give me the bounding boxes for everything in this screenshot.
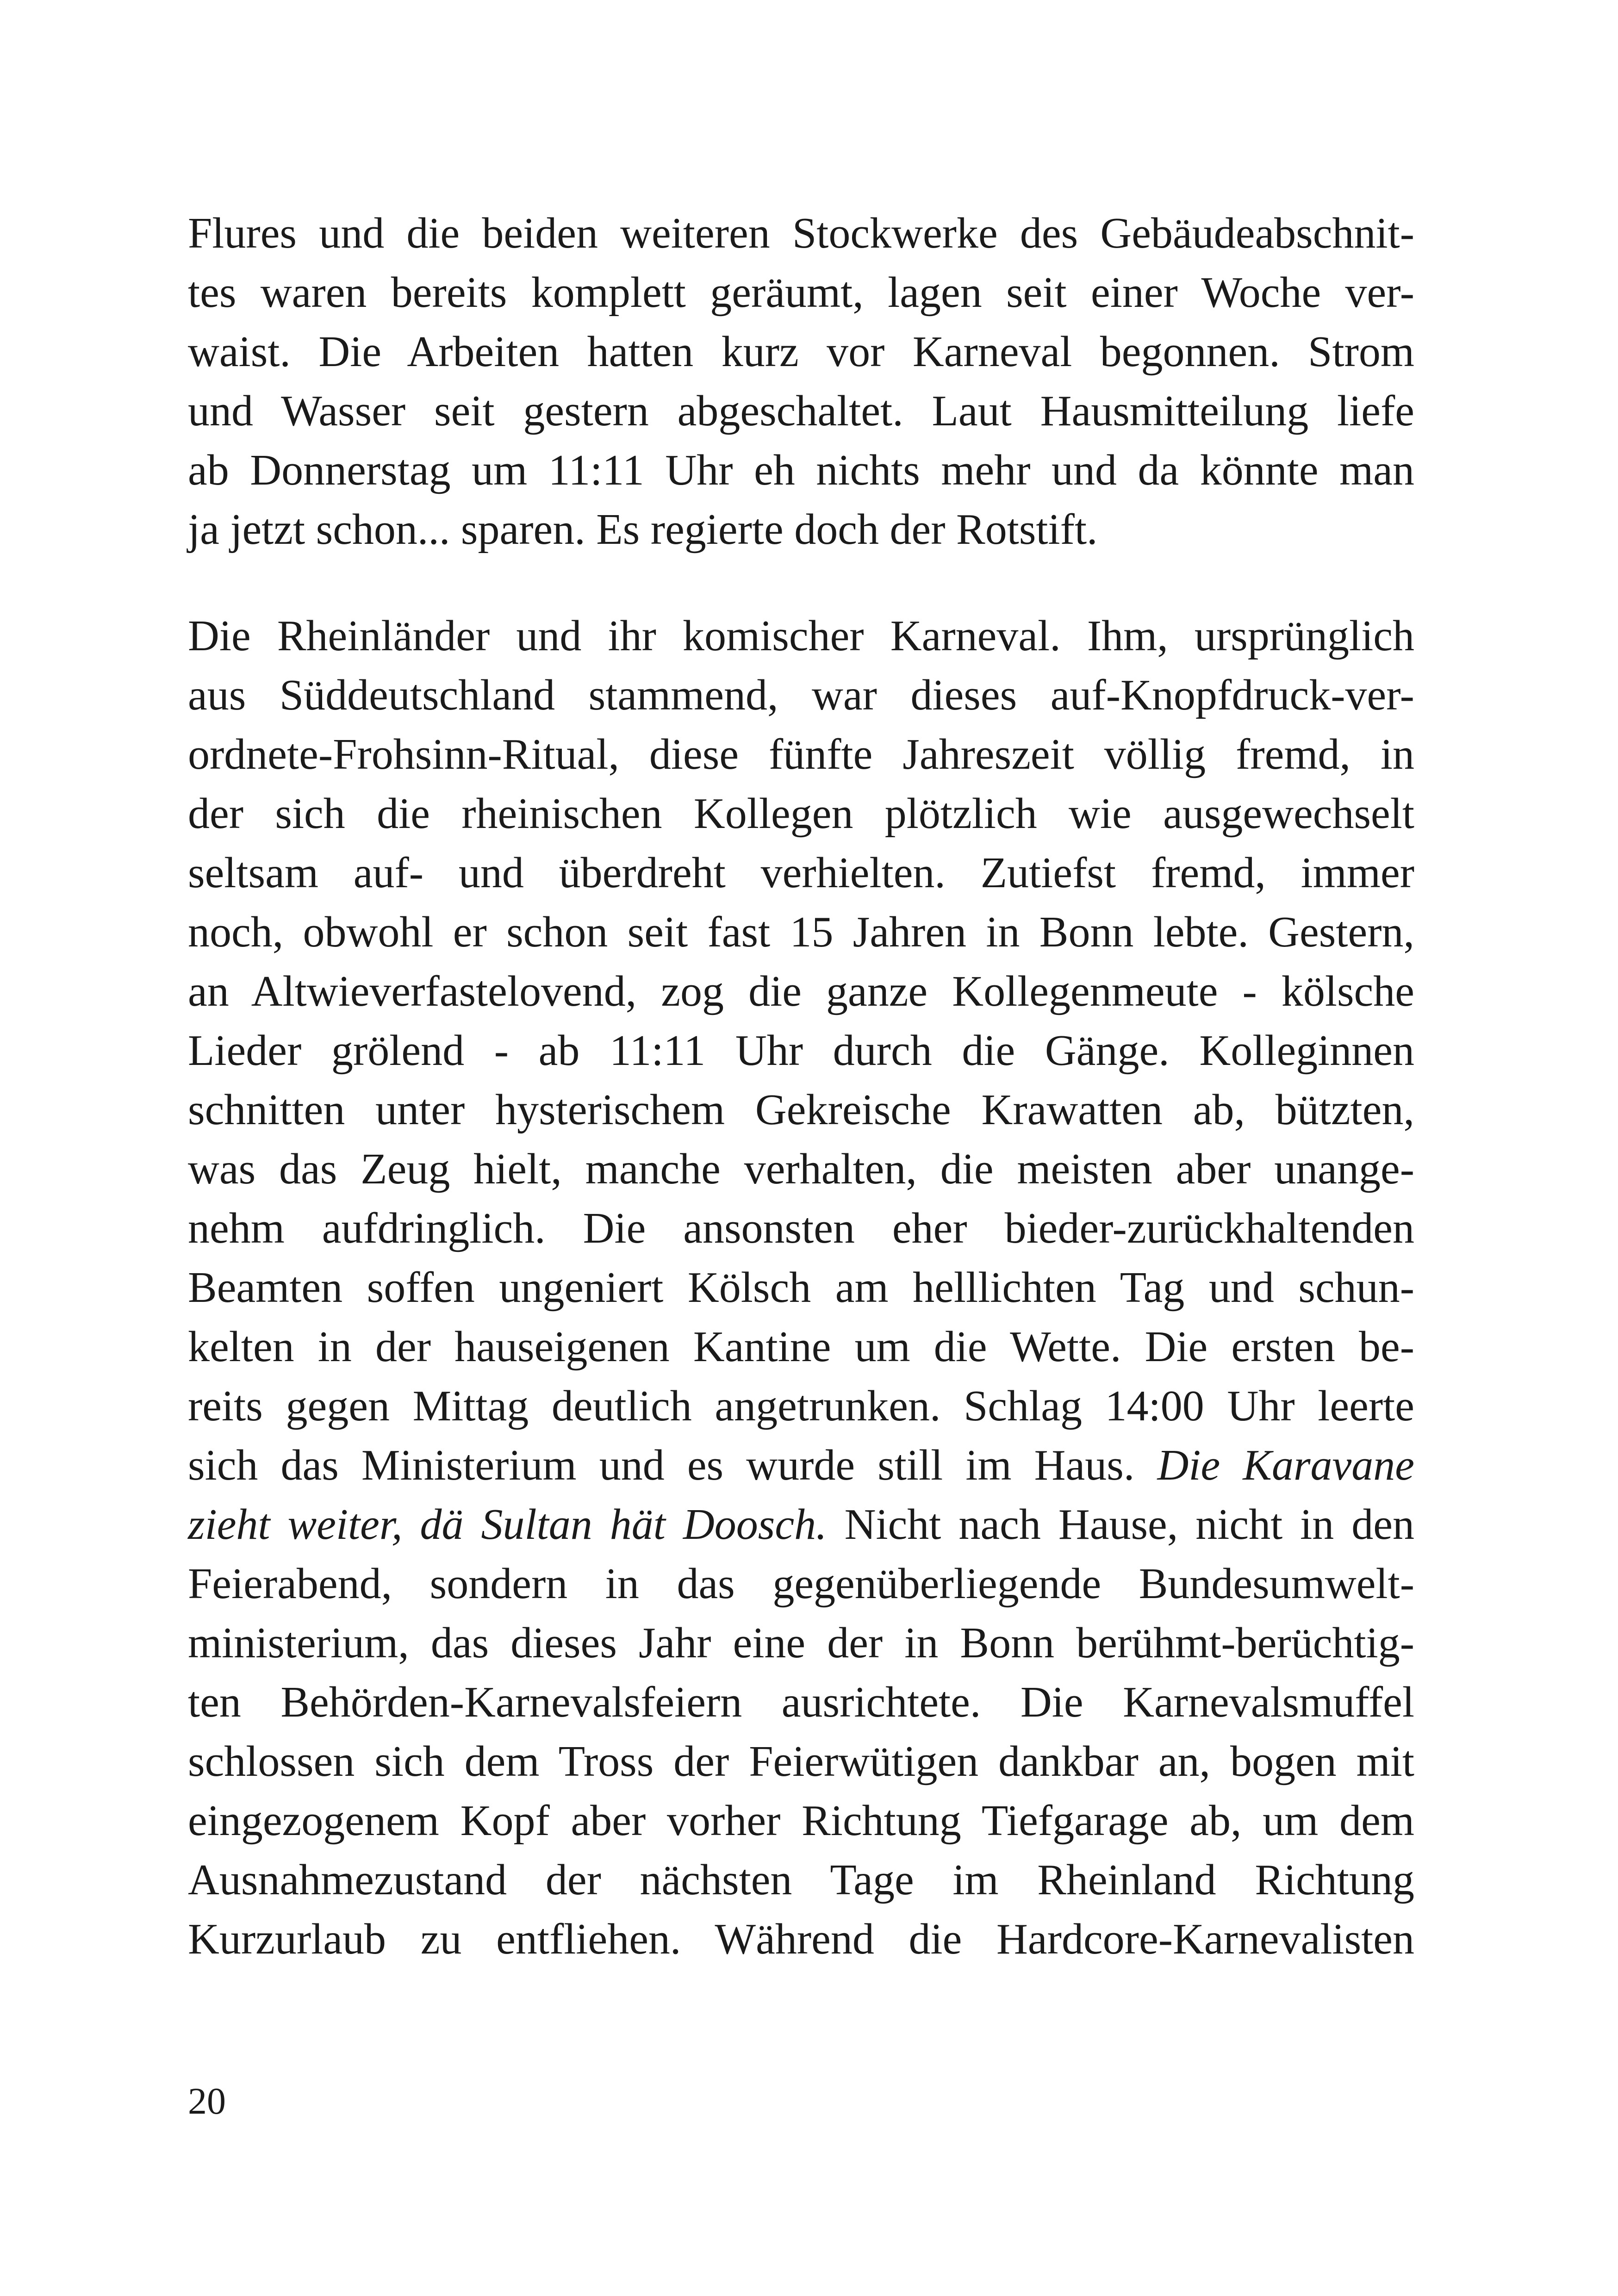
text-line: Flures und die beiden weiteren Stockwerke des Gebäudeabschnit- [188,209,1414,257]
text-line: ministerium, das dieses Jahr eine der in Bonn berühmt-berüchtig- [188,1619,1414,1667]
italic-quote: zieht weiter, dä Sultan hät Doosch. [188,1500,827,1549]
text-line: ten Behörden-Karnevalsfeiern ausrichtete. Die Karnevalsmuffel [188,1678,1414,1726]
text-run: sich das Ministerium und es wurde still im Haus. [188,1441,1157,1489]
text-line: noch, obwohl er schon seit fast 15 Jahren in Bonn lebte. Gestern, [188,908,1414,956]
paragraph-2 [188,606,1414,1969]
text-line: was das Zeug hielt, manche verhalten, die meisten aber unange- [188,1145,1414,1193]
text-line-mixed [188,1436,1414,1495]
text-line: reits gegen Mittag deutlich angetrunken. Schlag 14:00 Uhr leerte [188,1382,1414,1430]
text-line: kelten in der hauseigenen Kantine um die Wette. Die ersten be- [188,1323,1414,1371]
text-line: Beamten soffen ungeniert Kölsch am helllichten Tag und schun- [188,1263,1414,1312]
text-line: Die Rheinländer und ihr komischer Karneval. Ihm, ursprünglich [188,612,1414,660]
text-line: schnitten unter hysterischem Gekreische Krawatten ab, bützten, [188,1086,1414,1134]
text-line: Feierabend, sondern in das gegenüberliegende Bundesumwelt- [188,1560,1414,1608]
page-number: 20 [188,2080,226,2122]
text-line: schlossen sich dem Tross der Feierwütigen dankbar an, bogen mit [188,1737,1414,1786]
text-line: und Wasser seit gestern abgeschaltet. Laut Hausmitteilung liefe [188,387,1414,435]
text-line: waist. Die Arbeiten hatten kurz vor Karneval begonnen. Strom [188,328,1414,376]
paragraph-1 [188,204,1414,559]
text-run: Nicht nach Hause, nicht in den [827,1500,1415,1549]
text-line: der sich die rheinischen Kollegen plötzlich wie ausgewechselt [188,790,1414,838]
text-line: nehm aufdringlich. Die ansonsten eher bieder-zurückhaltenden [188,1204,1414,1252]
text-line: aus Süddeutschland stammend, war dieses auf-Knopfdruck-ver- [188,671,1414,719]
text-line-mixed [188,1495,1414,1554]
text-line: ordnete-Frohsinn-Ritual, diese fünfte Jahreszeit völlig fremd, in [188,730,1414,778]
text-line: an Altwieverfastelovend, zog die ganze Kollegenmeute - kölsche [188,967,1414,1015]
text-line: tes waren bereits komplett geräumt, lagen seit einer Woche ver- [188,268,1414,317]
text-line: Lieder grölend - ab 11:11 Uhr durch die Gänge. Kolleginnen [188,1027,1414,1075]
italic-quote: Die Karavane [1157,1441,1414,1489]
text-line: ja jetzt schon... sparen. Es regierte doch der Rotstift. [188,505,1098,554]
text-line: seltsam auf- und überdreht verhielten. Zutiefst fremd, immer [188,849,1414,897]
text-line: Ausnahmezustand der nächsten Tage im Rheinland Richtung [188,1856,1414,1904]
text-line: Kurzurlaub zu entfliehen. Während die Hardcore-Karnevalisten [188,1915,1414,1963]
text-line: ab Donnerstag um 11:11 Uhr eh nichts mehr und da könnte man [188,446,1414,494]
text-line: eingezogenem Kopf aber vorher Richtung Tiefgarage ab, um dem [188,1797,1414,1845]
